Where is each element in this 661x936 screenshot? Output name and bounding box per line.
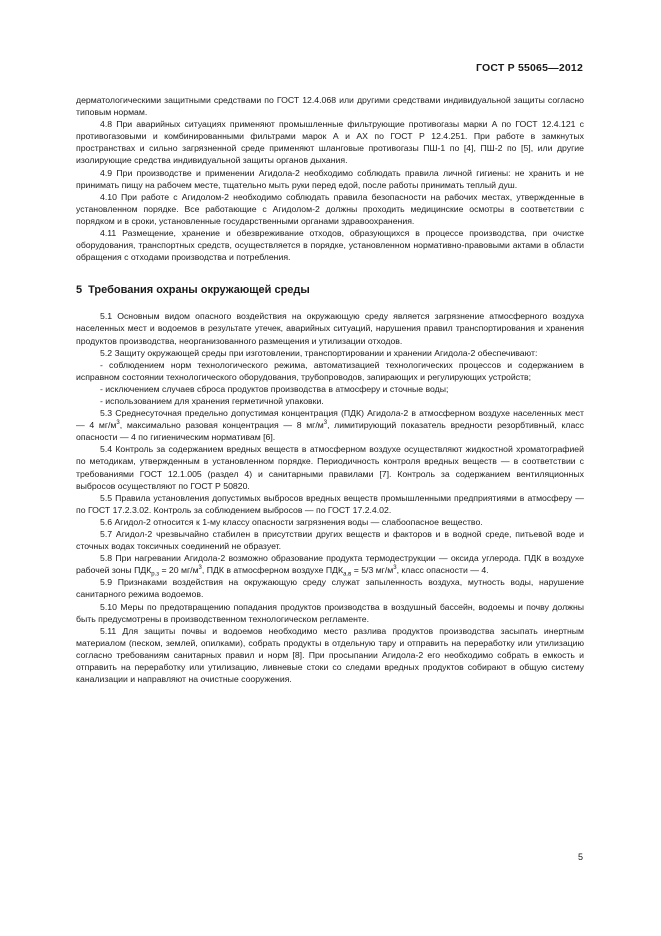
standard-header: ГОСТ Р 55065—2012	[475, 62, 583, 74]
text-run: , класс опасности — 4.	[396, 565, 489, 576]
paragraph-4-10: 4.10 При работе с Агидолом-2 необходимо соблюдать правила безопасности на рабочих местах, утвержденные в установленном порядке. Все работающие с Агидолом-2 должны проходить медицинские осмотры в соответствии с порядком и в сроки, установленные государственными органами здравоохранения.	[76, 191, 584, 226]
text-run: 5.3 Среднесуточная предельно допустимая концентрация (ПДК) Агидола-2 в атмосферном воздухе населенных мест — 4 мг/м	[76, 408, 584, 431]
document-body	[76, 94, 584, 685]
paragraph-4-11: 4.11 Размещение, хранение и обезвреживание отходов, образующихся в процессе производства, при очистке оборудования, транспортных средств, осуществляется в порядке, установленном нормативно-правовыми актами в области обращения с отходами производства и потребления.	[76, 228, 584, 263]
paragraph-5-4: 5.4 Контроль за содержанием вредных веществ в атмосферном воздухе осуществляют жидкостной хроматографией по методикам, утвержденным в установленном порядке. Периодичность контроля вредных веществ — в соответствии с требованиями ГОСТ 12.1.005 (раздел 4) и санитарными правилами [7]. Контроль за содержанием вентиляционных выбросов осуществляют по ГОСТ Р 50820.	[76, 444, 584, 491]
paragraph-4-9: 4.9 При производстве и применении Агидола-2 необходимо соблюдать правила личной гигиены: не хранить и не принимать пищу на рабочем месте, тщательно мыть руки перед едой, после работы принимать теплый душ.	[76, 167, 584, 190]
paragraph-5-7: 5.7 Агидол-2 чрезвычайно стабилен в присутствии других веществ и факторов и в водной среде, питьевой воде и сточных водах токсичных соединений не образует.	[76, 529, 584, 552]
text-run: , лимитирующий показатель вредности резорбтивный, класс опасности — 4 по гигиеническим нормативам [6].	[76, 420, 584, 443]
subscript: р.з	[151, 572, 160, 579]
paragraph-5-2: 5.2 Защиту окружающей среды при изготовлении, транспортировании и хранении Агидола-2 обеспечивают:	[100, 347, 538, 358]
superscript: 3	[393, 565, 397, 572]
paragraph-5-6: 5.6 Агидол-2 относится к 1-му классу опасности загрязнения воды — слабоопасное вещество.	[100, 516, 483, 527]
paragraph-5-8	[76, 552, 584, 579]
superscript: 3	[198, 565, 202, 572]
text-run: = 5/3 мг/м	[351, 565, 394, 576]
paragraph-continuation: дерматологическими защитными средствами по ГОСТ 12.4.068 или другими средствами индивидуальной защиты согласно типовым нормам.	[76, 95, 584, 118]
page-number: 5	[577, 852, 583, 862]
paragraph-5-11: 5.11 Для защиты почвы и водоемов необходимо место разлива продуктов производства засыпать инертным материалом (песком, землей, опилками), собрать продукты в отдельную тару и отправить на переработку или утилизацию согласно требованиям санитарных правил и норм [8]. При просыпании Агидола-2 его необходимо собрать в емкость и отправить на переработку или утилизацию, ливневые стоки со следами вредных продуктов собирают в общую систему канализации и направляют на очистные сооружения.	[76, 625, 584, 685]
subscript: а.в	[343, 572, 352, 579]
text-run: 5.8 При нагревании Агидола-2 возможно образование продукта термодеструкции — оксида углерода. ПДК в воздухе рабочей зоны ПДК	[76, 553, 584, 576]
text-run: , максимально разовая концентрация — 8 мг/м	[119, 420, 324, 431]
paragraph-5-9: 5.9 Признаками воздействия на окружающую среду служат запыленность воздуха, мутность воды, нарушение санитарного режима водоемов.	[76, 577, 584, 600]
paragraph-5-3	[76, 407, 584, 443]
superscript: 3	[116, 420, 120, 427]
list-item: - использованием для хранения герметичной упаковки.	[100, 395, 324, 406]
list-item: - соблюдением норм технологического режима, автоматизацией технологических процессов и содержанием в исправном состоянии технологического оборудования, трубопроводов, запирающих и регулирующих устройств;	[76, 359, 584, 382]
paragraph-5-1: 5.1 Основным видом опасного воздействия на окружающую среду является загрязнение атмосферного воздуха населенных мест и водоемов в результате утечек, аварийных ситуаций, нарушения правил транспортирования и хранения продуктов производства, неорганизованного размещения и утилизации отходов.	[76, 311, 584, 346]
paragraph-4-8: 4.8 При аварийных ситуациях применяют промышленные фильтрующие противогазы марки А по ГОСТ 12.4.121 с противогазовыми и комбинированными фильтрами марок А и АХ по ГОСТ Р 12.4.251. При работе в замкнутых пространствах и сильно загрязненной среде применяют шланговые противогазы ПШ-1 по [4], ПШ-2 по [5], или другие изолирующие средства индивидуальной защиты органов дыхания.	[76, 119, 584, 166]
paragraph-5-5: 5.5 Правила установления допустимых выбросов вредных веществ промышленными предприятиями в атмосферу — по ГОСТ 17.2.3.02. Контроль за соблюдением выбросов — по ГОСТ 17.2.4.02.	[76, 492, 584, 515]
text-run: , ПДК в атмосферном воздухе ПДК	[201, 565, 344, 576]
section-title: Требования охраны окружающей среды	[88, 284, 310, 297]
section-number: 5	[76, 284, 83, 297]
list-item: - исключением случаев сброса продуктов производства в атмосферу и сточные воды;	[100, 383, 449, 394]
superscript: 3	[323, 420, 328, 427]
text-run: = 20 мг/м	[159, 565, 199, 576]
paragraph-5-10: 5.10 Меры по предотвращению попадания продуктов производства в воздушный бассейн, водоемы и почву должны быть предусмотрены в производственном технологическом регламенте.	[76, 601, 584, 624]
section-heading	[76, 283, 584, 297]
